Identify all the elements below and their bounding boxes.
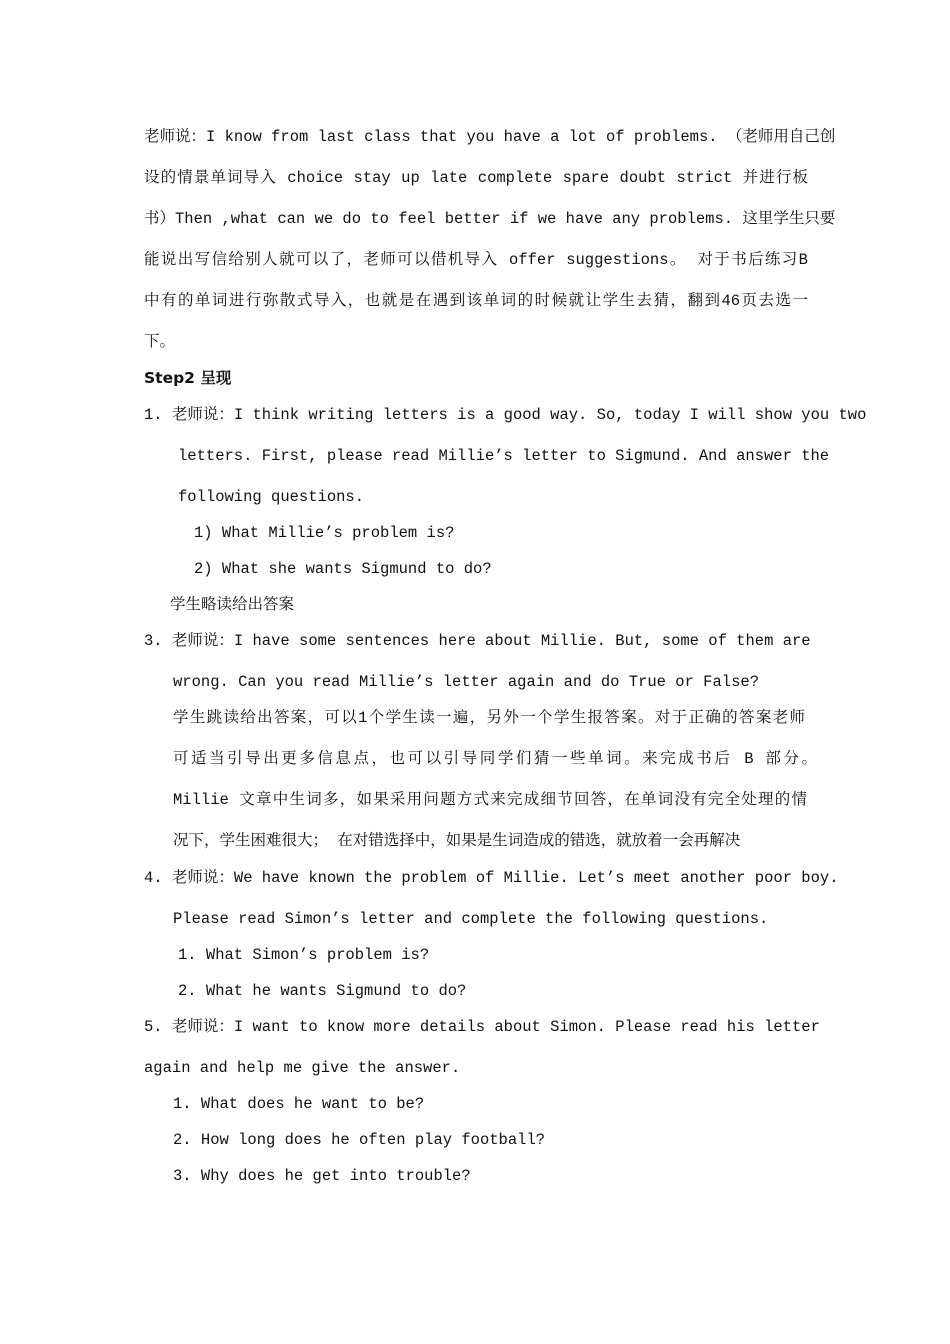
- intro-line-4: 能说出写信给别人就可以了，老师可以借机导入 offer suggestions。 对于书后练习B: [144, 251, 808, 269]
- item1-note: 学生略读给出答案: [170, 596, 295, 614]
- item3-note-1: 学生跳读给出答案，可以1个学生读一遍，另外一个学生报答案。对于正确的答案老师: [173, 709, 805, 727]
- step2-heading: Step2 呈现: [144, 369, 232, 387]
- item1-line-1: 1. 老师说：I think writing letters is a good way. So, today I will show you two: [144, 406, 867, 424]
- item4-question-1: 1. What Simon’s problem is?: [178, 946, 430, 964]
- item5-line-2: again and help me give the answer.: [144, 1059, 461, 1077]
- item1-question-1: 1) What Millie’s problem is?: [194, 524, 455, 542]
- item1-question-2: 2) What she wants Sigmund to do?: [194, 560, 492, 578]
- item1-line-2: letters. First, please read Millie’s letter to Sigmund. And answer the: [178, 447, 830, 465]
- item3-line-2: wrong. Can you read Millie’s letter again and do True or False?: [173, 673, 759, 691]
- item3-line-1: 3. 老师说：I have some sentences here about Millie. But, some of them are: [144, 632, 811, 650]
- item1-line-3: following questions.: [178, 488, 365, 506]
- item5-question-1: 1. What does he want to be?: [173, 1095, 425, 1113]
- intro-line-2: 设的情景单词导入 choice stay up late complete spare doubt strict 并进行板: [144, 169, 808, 187]
- item3-note-4: 况下，学生困难很大； 在对错选择中，如果是生词造成的错选，就放着一会再解决: [173, 832, 741, 850]
- intro-line-3: 书）Then ,what can we do to feel better if we have any problems. 这里学生只要: [144, 210, 836, 228]
- intro-line-1: 老师说：I know from last class that you have a lot of problems. （老师用自己创: [144, 128, 836, 146]
- item3-note-3: Millie 文章中生词多，如果采用问题方式来完成细节回答，在单词没有完全处理的情: [173, 791, 807, 809]
- item5-question-3: 3. Why does he get into trouble?: [173, 1167, 471, 1185]
- item4-line-1: 4. 老师说：We have known the problem of Millie. Let’s meet another poor boy.: [144, 869, 839, 887]
- item5-question-2: 2. How long does he often play football?: [173, 1131, 546, 1149]
- intro-line-6: 下。: [144, 333, 176, 351]
- intro-line-5: 中有的单词进行弥散式导入，也就是在遇到该单词的时候就让学生去猜，翻到46页去选一: [144, 292, 808, 310]
- item3-note-2: 可适当引导出更多信息点，也可以引导同学们猜一些单词。来完成书后 B 部分。: [173, 750, 817, 768]
- item4-question-2: 2. What he wants Sigmund to do?: [178, 982, 467, 1000]
- item5-line-1: 5. 老师说：I want to know more details about Simon. Please read his letter: [144, 1018, 820, 1036]
- item4-line-2: Please read Simon’s letter and complete the following questions.: [173, 910, 769, 928]
